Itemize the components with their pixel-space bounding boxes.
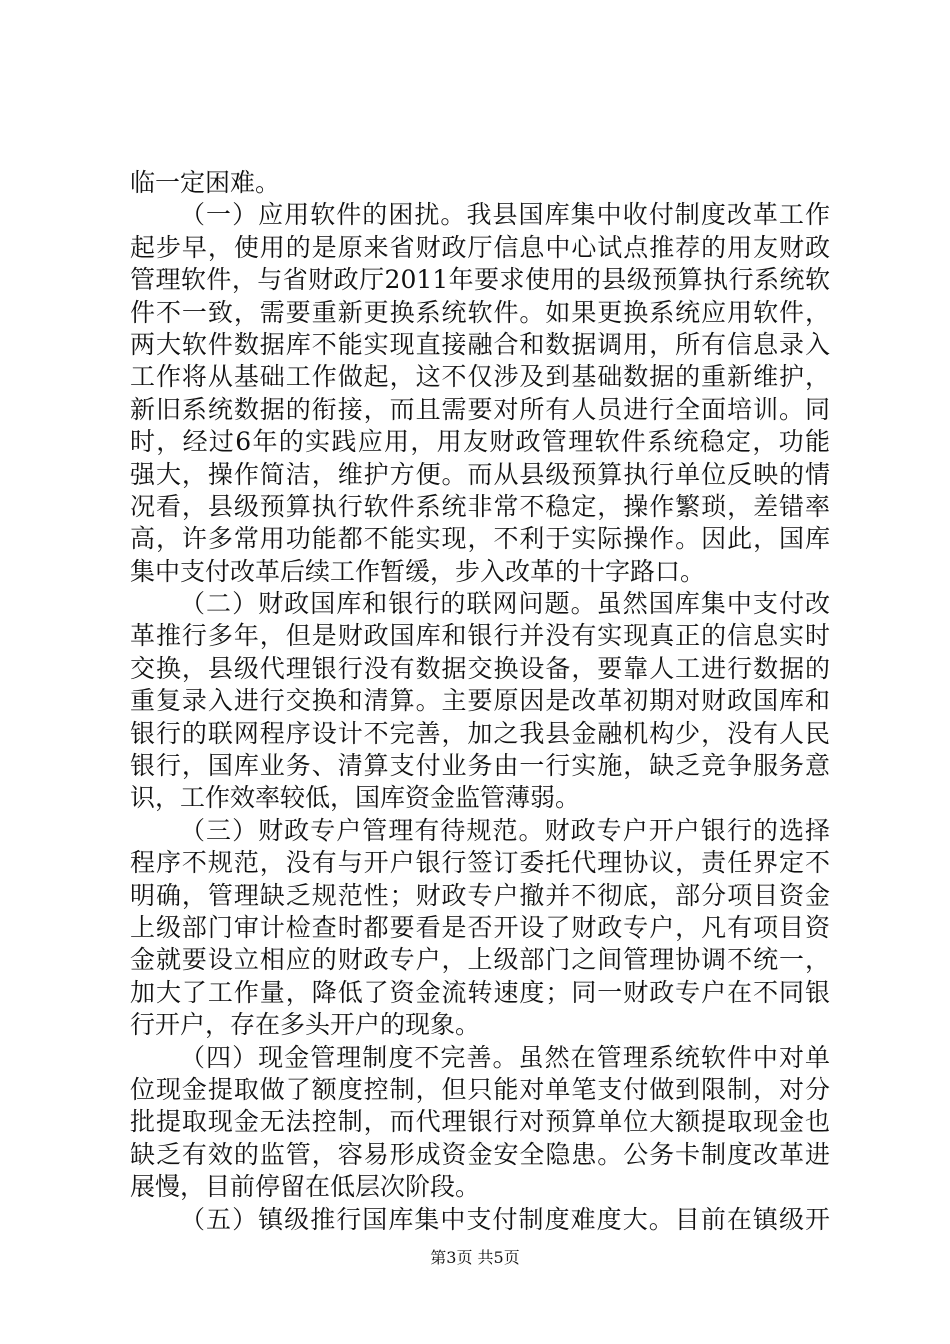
paragraph	[130, 1042, 830, 1204]
text-line: 加大了工作量，降低了资金流转速度；同一财政专户在不同银	[130, 977, 830, 1007]
text-line: 批提取现金无法控制，而代理银行对预算单位大额提取现金也	[130, 1107, 830, 1137]
paragraph	[130, 199, 830, 588]
text-line: 缺乏有效的监管，容易形成资金安全隐患。公务卡制度改革进	[130, 1139, 830, 1169]
text-line: 工作将从基础工作做起，这不仅涉及到基础数据的重新维护，	[130, 362, 830, 392]
text-line: 重复录入进行交换和清算。主要原因是改革初期对财政国库和	[130, 686, 830, 716]
text-line: 程序不规范，没有与开户银行签订委托代理协议，责任界定不	[130, 848, 830, 878]
text-line: 革推行多年，但是财政国库和银行并没有实现真正的信息实时	[130, 621, 830, 651]
text-line: 明确，管理缺乏规范性；财政专户撤并不彻底，部分项目资金	[130, 880, 830, 910]
text-line: 行开户，存在多头开户的现象。	[130, 1010, 481, 1040]
text-line: 交换，县级代理银行没有数据交换设备，要靠人工进行数据的	[130, 653, 830, 683]
text-line: 位现金提取做了额度控制，但只能对单笔支付做到限制，对分	[130, 1074, 830, 1104]
paragraph	[130, 588, 830, 815]
text-line: （二）财政国库和银行的联网问题。虽然国库集中支付改	[180, 589, 830, 619]
text-line: 银行，国库业务、清算支付业务由一行实施，缺乏竞争服务意	[130, 751, 830, 781]
text-line: 上级部门审计检查时都要看是否开设了财政专户，凡有项目资	[130, 912, 830, 942]
text-line: 展慢，目前停留在低层次阶段。	[130, 1172, 481, 1202]
text-line: 高，许多常用功能都不能实现，不利于实际操作。因此，国库	[130, 524, 830, 554]
text-line: 两大软件数据库不能实现直接融合和数据调用，所有信息录入	[130, 329, 830, 359]
text-line: 时，经过6年的实践应用，用友财政管理软件系统稳定，功能	[130, 427, 830, 457]
text-line: 集中支付改革后续工作暂缓，步入改革的十字路口。	[130, 556, 706, 586]
document-body	[130, 167, 830, 1236]
text-line: 金就要设立相应的财政专户，上级部门之间管理协调不统一，	[130, 945, 830, 975]
text-line: 管理软件，与省财政厅2011年要求使用的县级预算执行系统软	[130, 265, 830, 295]
text-line: 新旧系统数据的衔接，而且需要对所有人员进行全面培训。同	[130, 394, 830, 424]
text-line: 强大，操作简洁，维护方便。而从县级预算执行单位反映的情	[130, 459, 830, 489]
paragraph	[130, 815, 830, 1042]
text-line: 识，工作效率较低，国库资金监管薄弱。	[130, 783, 581, 813]
text-line: 件不一致，需要重新更换系统软件。如果更换系统应用软件，	[130, 297, 830, 327]
text-line: （三）财政专户管理有待规范。财政专户开户银行的选择	[180, 815, 830, 845]
paragraph	[130, 167, 830, 199]
text-line: （四）现金管理制度不完善。虽然在管理系统软件中对单	[180, 1042, 830, 1072]
paragraph	[130, 1204, 830, 1236]
text-line: 起步早，使用的是原来省财政厅信息中心试点推荐的用友财政	[130, 232, 830, 262]
page-footer: 第3页 共5页	[430, 1248, 520, 1267]
text-line: （一）应用软件的困扰。我县国库集中收付制度改革工作	[180, 200, 830, 230]
text-line: （五）镇级推行国库集中支付制度难度大。目前在镇级开	[180, 1204, 830, 1234]
text-line: 况看，县级预算执行软件系统非常不稳定，操作繁琐，差错率	[130, 491, 830, 521]
text-line: 银行的联网程序设计不完善，加之我县金融机构少，没有人民	[130, 718, 830, 748]
text-line: 临一定困难。	[130, 168, 281, 197]
